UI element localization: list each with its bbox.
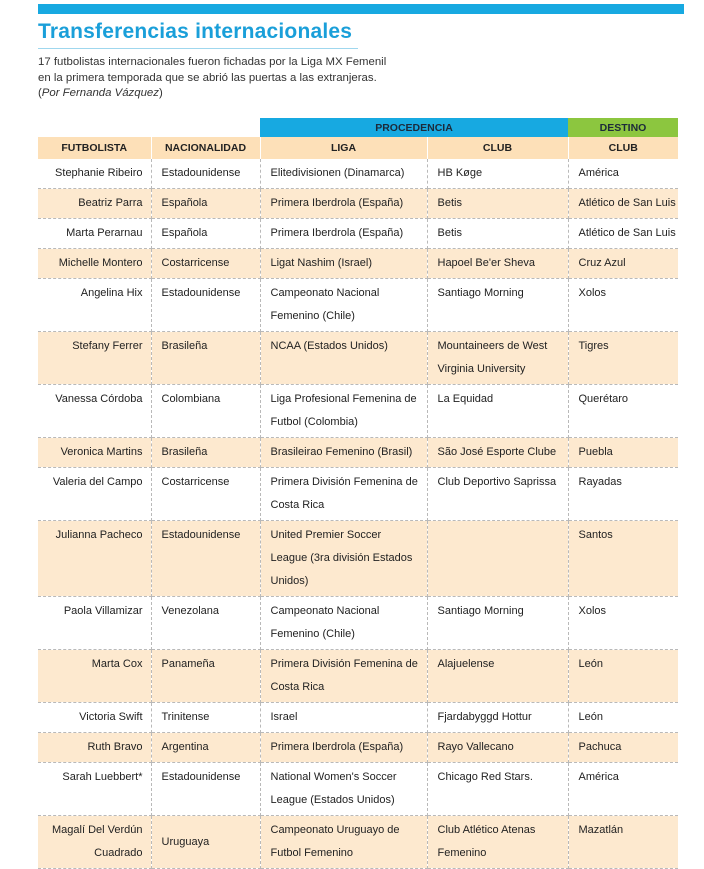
cell-league: Campeonato Nacional Femenino (Chile) xyxy=(260,279,427,332)
cell-club-to: Tigres xyxy=(568,332,678,385)
cell-club-from: Santiago Morning xyxy=(427,279,568,332)
cell-club-to: Cruz Azul xyxy=(568,249,678,279)
cell-club-to: América xyxy=(568,159,678,189)
cell-player: Valeria del Campo xyxy=(38,468,151,521)
cell-nationality: Española xyxy=(151,189,260,219)
cell-player: Julianna Pacheco xyxy=(38,521,151,597)
cell-league: Brasileirao Femenino (Brasil) xyxy=(260,438,427,468)
cell-club-to: Atlético de San Luis xyxy=(568,189,678,219)
byline-author: Por Fernanda Vázquez xyxy=(41,87,159,99)
cell-league: National Women's Soccer League (Estados Unidos) xyxy=(260,763,427,816)
top-accent-bar xyxy=(38,4,684,14)
cell-nationality: Estadounidense xyxy=(151,279,260,332)
cell-club-from: Hapoel Be'er Sheva xyxy=(427,249,568,279)
subtitle-line-1: 17 futbolistas internacionales fueron fichadas por la Liga MX Femenil xyxy=(38,56,387,68)
column-header-liga: LIGA xyxy=(260,137,427,159)
cell-club-from: Rayo Vallecano xyxy=(427,733,568,763)
cell-league: Liga Profesional Femenina de Futbol (Colombia) xyxy=(260,385,427,438)
table-row xyxy=(38,703,678,733)
byline-open: ( xyxy=(38,87,42,99)
group-header-blank xyxy=(38,118,151,137)
cell-club-to: Xolos xyxy=(568,279,678,332)
cell-club-to: León xyxy=(568,703,678,733)
cell-club-to: Atlético de San Luis xyxy=(568,219,678,249)
group-header-blank xyxy=(151,118,260,137)
cell-club-from: Club Atlético Atenas Femenino xyxy=(427,816,568,869)
cell-league: Primera División Femenina de Costa Rica xyxy=(260,650,427,703)
cell-player: Vanessa Córdoba xyxy=(38,385,151,438)
title-underline xyxy=(38,48,358,49)
cell-nationality: Brasileña xyxy=(151,438,260,468)
cell-player: Michelle Montero xyxy=(38,249,151,279)
cell-league: Ligat Nashim (Israel) xyxy=(260,249,427,279)
cell-league: Primera Iberdrola (España) xyxy=(260,733,427,763)
cell-club-to: Rayadas xyxy=(568,468,678,521)
cell-club-to: América xyxy=(568,763,678,816)
cell-league: United Premier Soccer League (3ra división Estados Unidos) xyxy=(260,521,427,597)
cell-player: Magalí Del Verdún Cuadrado xyxy=(38,816,151,869)
table-row xyxy=(38,189,678,219)
cell-player: Ruth Bravo xyxy=(38,733,151,763)
cell-player: Sarah Luebbert* xyxy=(38,763,151,816)
cell-league: Campeonato Nacional Femenino (Chile) xyxy=(260,597,427,650)
cell-nationality: Costarricense xyxy=(151,468,260,521)
cell-club-from: Chicago Red Stars. xyxy=(427,763,568,816)
table-row xyxy=(38,733,678,763)
group-header-procedencia: PROCEDENCIA xyxy=(260,118,568,137)
cell-club-from: Fjardabyggd Hottur xyxy=(427,703,568,733)
cell-player: Angelina Hix xyxy=(38,279,151,332)
column-header-club-origen: CLUB xyxy=(427,137,568,159)
cell-league: Israel xyxy=(260,703,427,733)
cell-club-from: Santiago Morning xyxy=(427,597,568,650)
cell-nationality: Colombiana xyxy=(151,385,260,438)
cell-nationality: Estadounidense xyxy=(151,521,260,597)
cell-league: Campeonato Uruguayo de Futbol Femenino xyxy=(260,816,427,869)
cell-club-to: Puebla xyxy=(568,438,678,468)
cell-club-from: Betis xyxy=(427,219,568,249)
cell-league: NCAA (Estados Unidos) xyxy=(260,332,427,385)
cell-player: Beatriz Parra xyxy=(38,189,151,219)
group-header-row xyxy=(38,118,678,137)
column-header-club-destino: CLUB xyxy=(568,137,678,159)
byline xyxy=(38,86,458,102)
cell-player: Stefany Ferrer xyxy=(38,332,151,385)
cell-player: Marta Cox xyxy=(38,650,151,703)
cell-player: Marta Perarnau xyxy=(38,219,151,249)
cell-league: Primera Iberdrola (España) xyxy=(260,189,427,219)
group-header-destino: DESTINO xyxy=(568,118,678,137)
cell-nationality: Estadounidense xyxy=(151,159,260,189)
cell-nationality: Española xyxy=(151,219,260,249)
table-body xyxy=(38,159,678,869)
table-row xyxy=(38,816,678,869)
page-title: Transferencias internacionales xyxy=(38,20,353,43)
cell-club-from: Club Deportivo Saprissa xyxy=(427,468,568,521)
cell-club-from: Alajuelense xyxy=(427,650,568,703)
cell-nationality: Uruguaya xyxy=(151,816,260,869)
table-row xyxy=(38,438,678,468)
table-row xyxy=(38,385,678,438)
cell-nationality: Brasileña xyxy=(151,332,260,385)
table-row xyxy=(38,279,678,332)
cell-player: Paola Villamizar xyxy=(38,597,151,650)
column-header-nacionalidad: NACIONALIDAD xyxy=(151,137,260,159)
cell-club-to: Querétaro xyxy=(568,385,678,438)
column-header-futbolista: FUTBOLISTA xyxy=(38,137,151,159)
table-row xyxy=(38,763,678,816)
cell-league: Primera Iberdrola (España) xyxy=(260,219,427,249)
subtitle-line-2: en la primera temporada que se abrió las puertas a las extranjeras. xyxy=(38,71,377,84)
cell-club-from xyxy=(427,521,568,597)
cell-player: Veronica Martins xyxy=(38,438,151,468)
cell-league: Primera División Femenina de Costa Rica xyxy=(260,468,427,521)
table-row xyxy=(38,521,678,597)
table-row xyxy=(38,597,678,650)
table-row xyxy=(38,468,678,521)
cell-club-to: Xolos xyxy=(568,597,678,650)
transfers-table xyxy=(38,118,678,869)
column-header-row xyxy=(38,137,678,159)
subtitle xyxy=(38,55,458,102)
cell-club-from: Mountaineers de West Virginia University xyxy=(427,332,568,385)
table-row xyxy=(38,159,678,189)
table-row xyxy=(38,650,678,703)
cell-player: Victoria Swift xyxy=(38,703,151,733)
cell-nationality: Trinitense xyxy=(151,703,260,733)
cell-club-to: Mazatlán xyxy=(568,816,678,869)
cell-nationality: Argentina xyxy=(151,733,260,763)
cell-league: Elitedivisionen (Dinamarca) xyxy=(260,159,427,189)
cell-nationality: Estadounidense xyxy=(151,763,260,816)
cell-club-from: São José Esporte Clube xyxy=(427,438,568,468)
cell-nationality: Venezolana xyxy=(151,597,260,650)
cell-player: Stephanie Ribeiro xyxy=(38,159,151,189)
cell-club-to: Pachuca xyxy=(568,733,678,763)
cell-club-from: Betis xyxy=(427,189,568,219)
table-row xyxy=(38,249,678,279)
cell-nationality: Costarricense xyxy=(151,249,260,279)
table-row xyxy=(38,332,678,385)
cell-club-from: La Equidad xyxy=(427,385,568,438)
cell-nationality: Panameña xyxy=(151,650,260,703)
cell-club-to: Santos xyxy=(568,521,678,597)
cell-club-from: HB Køge xyxy=(427,159,568,189)
table-row xyxy=(38,219,678,249)
cell-club-to: León xyxy=(568,650,678,703)
byline-close: ) xyxy=(158,87,163,99)
